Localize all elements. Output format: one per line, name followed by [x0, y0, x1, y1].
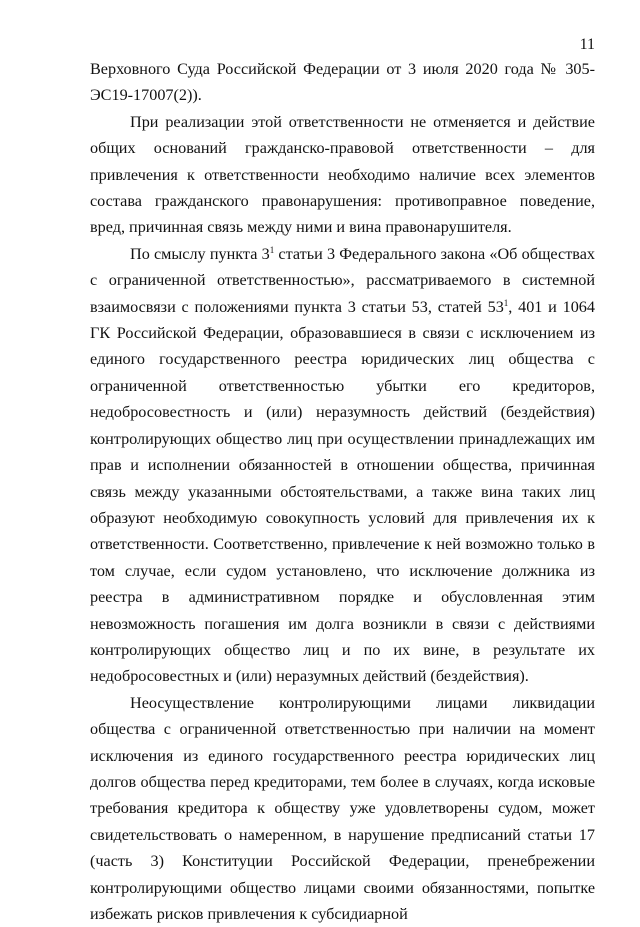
paragraph	[90, 690, 595, 927]
paragraph-text: , 401 и 1064 ГК Российской Федерации, образовавшиеся в связи с исключением из единого государственного реестра юридических лиц общества с ограниченной ответственностью убытки его кредиторов, недобросовестность и (или) неразумность действий (бездействия) контролирующих общество лиц при осуществлении принадлежащих им прав и исполнении обязанностей в отношении общества, причинная связь между указанными обстоятельствами, а также вина таких лиц образуют необходимую совокупность условий для привлечения их к ответственности. Соответственно, привлечение к ней возможно только в том случае, если судом установлено, что исключение должника из реестра в административном порядке и обусловленная этим невозможность погашения им долга возникли в связи с действиями контролирующих общество лиц и по их вине, в результате их недобросовестных и (или) неразумных действий (бездействия).	[90, 297, 595, 686]
superscript: 1	[269, 244, 275, 255]
paragraph-text: Неосуществление контролирующими лицами ликвидации общества с ограниченной ответственностью при наличии на момент исключения из единого государственного реестра юридических лиц долгов общества перед кредиторами, тем более в случаях, когда исковые требования кредитора к обществу уже удовлетворены судом, может свидетельствовать о намеренном, в нарушение предписаний статьи 17 (часть 3) Конституции Российской Федерации, пренебрежении контролирующими общество лицами своими обязанностями, попытке избежать рисков привлечения к субсидиарной	[90, 693, 595, 923]
body-text	[90, 56, 595, 927]
superscript: 1	[503, 297, 509, 308]
page-number: 11	[579, 36, 595, 53]
paragraph-text: Верховного Суда Российской Федерации от 3 июля 2020 года № 305-ЭС19-17007(2)).	[90, 60, 595, 105]
paragraph	[90, 241, 595, 690]
paragraph	[90, 56, 595, 109]
paragraph-text: По смыслу пункта 3	[130, 244, 270, 263]
paragraph	[90, 109, 595, 241]
paragraph-text: статьи 3 Федерального закона «Об обществах с ограниченной ответственностью», рассматриваемого в системной взаимосвязи с положениями пункта 3 статьи 53, статей 53	[90, 244, 595, 316]
paragraph-text: При реализации этой ответственности не отменяется и действие общих оснований гражданско-правовой ответственности – для привлечения к ответственности необходимо наличие всех элементов состава гражданского правонарушения: противоправное поведение, вред, причинная связь между ними и вина правонарушителя.	[90, 112, 595, 237]
